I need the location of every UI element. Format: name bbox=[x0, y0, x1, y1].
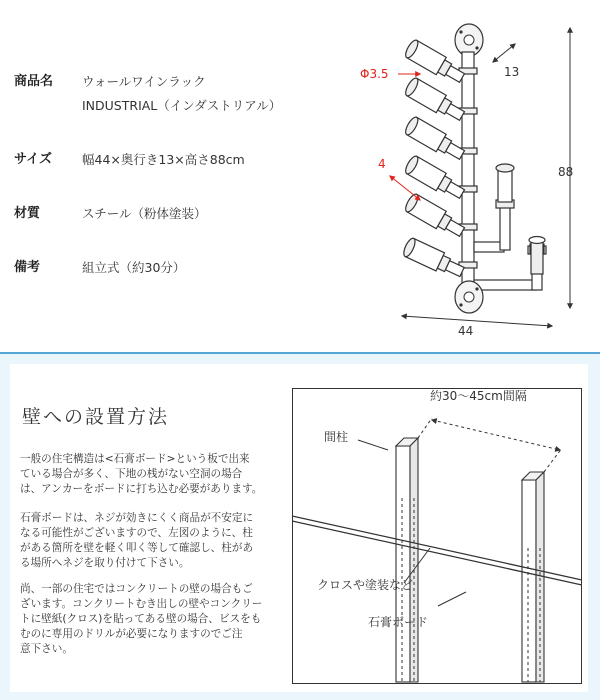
install-panel-inner bbox=[10, 364, 588, 692]
spacing-label: 4 bbox=[378, 157, 386, 171]
left-stud bbox=[396, 438, 418, 682]
pillar-label: 間柱 bbox=[324, 430, 349, 444]
height-label: 88 bbox=[558, 165, 574, 179]
spec-label: サイズ bbox=[14, 152, 52, 167]
spec-value: スチール（粉体塗装） bbox=[82, 206, 207, 221]
board-label: 石膏ボード bbox=[368, 615, 429, 629]
width-arrow bbox=[402, 316, 552, 326]
spec-value: 幅44×奥行き13×高さ88cm bbox=[82, 152, 245, 167]
depth-label: 13 bbox=[504, 65, 520, 79]
width-label: 44 bbox=[458, 324, 474, 338]
depth-arrow bbox=[493, 44, 515, 62]
spec-value: ウォールワインラック bbox=[82, 74, 206, 89]
spec-label: 商品名 bbox=[14, 74, 54, 89]
right-stud bbox=[522, 472, 544, 682]
spacing-label: 約30〜45cm間隔 bbox=[430, 389, 527, 403]
install-panel bbox=[0, 352, 600, 700]
top-flange bbox=[455, 24, 483, 56]
wall-structure-diagram bbox=[292, 388, 582, 684]
spec-value-secondary: INDUSTRIAL（インダストリアル） bbox=[82, 98, 282, 113]
install-paragraph-1: 一般の住宅構造は<石膏ボード>という板で出来 ている場合が多く、下地の桟がない空洞の場合 は、アンカーをボードに打ち込む必要があります。 bbox=[20, 453, 263, 495]
install-paragraph-3: 尚、一部の住宅ではコンクリートの壁の場合もご ざいます。コンクリートむき出しの壁やコンクリー トに壁紙(クロス)を貼ってある壁の場合、ビスをも むのに専用のドリルが必要になりますのでご注 意下さい。 bbox=[20, 583, 263, 655]
spacing-arrow bbox=[390, 176, 420, 200]
left-bottle-holders bbox=[402, 38, 467, 281]
bottom-flange bbox=[455, 281, 483, 313]
wine-rack-illustration bbox=[350, 10, 600, 345]
cloth-label: クロスや塗装など bbox=[317, 578, 414, 592]
main-pipe bbox=[462, 52, 474, 288]
install-title: 壁への設置方法 bbox=[22, 406, 170, 428]
right-bottle-holders bbox=[474, 164, 546, 290]
install-paragraph-2: 石膏ボードは、ネジが効きにくく商品が不安定に なる可能性がございますので、左図のように、柱 がある箇所を壁を軽く叩く等して確認し、柱があ る場所へネジを取り付けて下さい。 bbox=[20, 512, 254, 569]
spec-label: 材質 bbox=[14, 206, 41, 221]
spec-value: 組立式（約30分） bbox=[82, 260, 186, 275]
diameter-label: Φ3.5 bbox=[360, 67, 389, 81]
spec-label: 備考 bbox=[14, 260, 41, 275]
